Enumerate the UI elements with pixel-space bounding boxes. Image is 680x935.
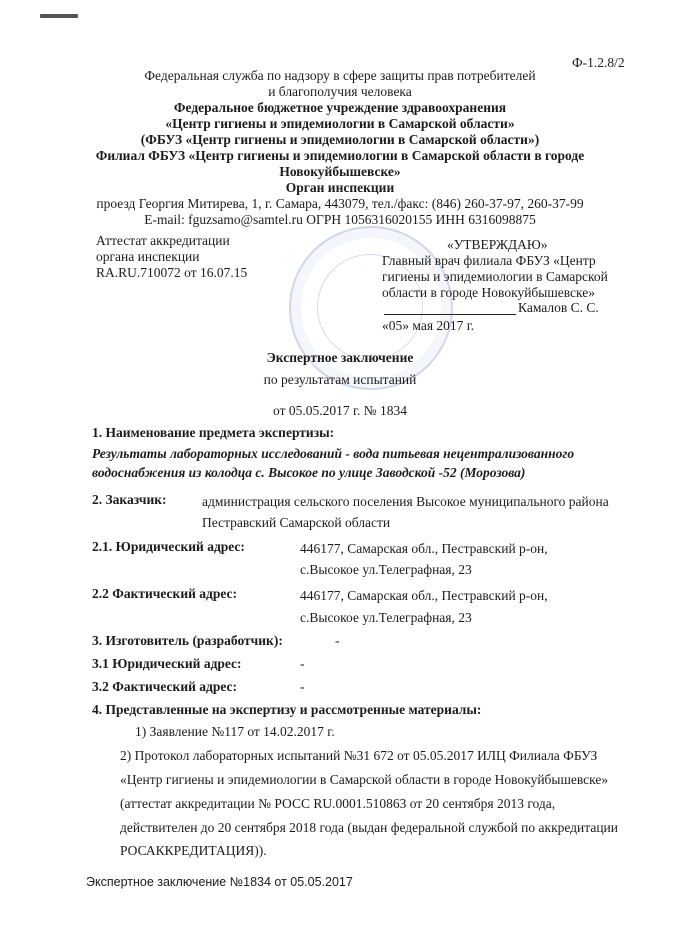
- section1-label: 1. Наименование предмета экспертизы:: [92, 425, 335, 440]
- section2-line1: администрация сельского поселения Высокое муниципального района: [202, 494, 609, 509]
- accreditation-line2: органа инспекции: [96, 249, 200, 264]
- section4-item2-line1: 2) Протокол лабораторных испытаний №31 672 от 05.05.2017 ИЛЦ Филиала ФБУЗ: [120, 748, 598, 763]
- section32-label: 3.2 Фактический адрес:: [92, 679, 237, 694]
- doc-date-number: от 05.05.2017 г. № 1834: [273, 403, 407, 418]
- accreditation-line1: Аттестат аккредитации: [96, 233, 230, 248]
- form-code: Ф-1.2.8/2: [572, 55, 625, 70]
- agency-line2: и благополучия человека: [268, 84, 412, 99]
- section4-item2-line4: действителен до 20 сентября 2018 года (выдан федеральной службой по аккредитации: [120, 820, 619, 835]
- section31-label: 3.1 Юридический адрес:: [92, 656, 242, 671]
- agency-line1: Федеральная служба по надзору в сфере защиты прав потребителей: [144, 68, 536, 83]
- org-line2: «Центр гигиены и эпидемиологии в Самарской области»: [165, 116, 515, 131]
- section4-item1: 1) Заявление №117 от 14.02.2017 г.: [135, 724, 335, 739]
- accreditation-line3: RA.RU.710072 от 16.07.15: [96, 265, 248, 280]
- section3-label: 3. Изготовитель (разработчик):: [92, 633, 283, 648]
- inspection-body: Орган инспекции: [285, 180, 395, 195]
- doc-subtitle: по результатам испытаний: [263, 372, 417, 387]
- org-address: проезд Георгия Митирева, 1, г. Самара, 443079, тел./факс: (846) 260-37-97, 260-37-99: [96, 196, 584, 211]
- scan-mark: [40, 14, 78, 18]
- section2-label: 2. Заказчик:: [92, 492, 167, 507]
- doc-title: Экспертное заключение: [266, 350, 414, 365]
- section3-value: -: [335, 633, 340, 648]
- signature-line: [384, 314, 516, 315]
- section4-item2-line2: «Центр гигиены и эпидемиологии в Самарской области в городе Новокуйбышевске»: [120, 772, 609, 787]
- section22-line1: 446177, Самарская обл., Пестравский р-он,: [300, 588, 548, 603]
- branch-line2: Новокуйбышевске»: [279, 164, 401, 179]
- approval-line1: Главный врач филиала ФБУЗ «Центр: [382, 253, 596, 268]
- approval-title: «УТВЕРЖДАЮ»: [447, 237, 548, 252]
- section4-label: 4. Представленные на экспертизу и рассмотренные материалы:: [92, 702, 482, 717]
- section21-label: 2.1. Юридический адрес:: [92, 539, 245, 554]
- page-footer: Экспертное заключение №1834 от 05.05.2017: [86, 875, 353, 889]
- section4-item2-line3: (аттестат аккредитации № РОСС RU.0001.510863 от 20 сентября 2013 года,: [120, 796, 556, 811]
- org-line3: (ФБУЗ «Центр гигиены и эпидемиологии в Самарской области»): [140, 132, 540, 147]
- section4-item2-line5: РОСАККРЕДИТАЦИЯ)).: [120, 843, 267, 858]
- approval-line2: гигиены и эпидемиологии в Самарской: [382, 269, 608, 284]
- section2-line2: Пестравский Самарской области: [202, 515, 391, 530]
- section22-label: 2.2 Фактический адрес:: [92, 586, 237, 601]
- section32-value: -: [300, 679, 305, 694]
- approval-signer: Камалов С. С.: [518, 300, 599, 315]
- section1-line2: водоснабжения из колодца с. Высокое по улице Заводской -52 (Морозова): [92, 465, 526, 480]
- approval-line3: области в городе Новокуйбышевске»: [382, 285, 596, 300]
- branch-line1: Филиал ФБУЗ «Центр гигиены и эпидемиологии в Самарской области в городе: [95, 148, 585, 163]
- section22-line2: с.Высокое ул.Телеграфная, 23: [300, 610, 472, 625]
- approval-date: «05» мая 2017 г.: [382, 318, 475, 333]
- section21-line2: с.Высокое ул.Телеграфная, 23: [300, 562, 472, 577]
- org-contacts: E-mail: fguzsamo@samtel.ru ОГРН 1056316020155 ИНН 6316098875: [144, 212, 536, 227]
- section1-line1: Результаты лабораторных исследований - вода питьевая нецентрализованного: [92, 446, 575, 461]
- org-line1: Федеральное бюджетное учреждение здравоохранения: [173, 100, 507, 115]
- section21-line1: 446177, Самарская обл., Пестравский р-он,: [300, 541, 548, 556]
- section31-value: -: [300, 656, 305, 671]
